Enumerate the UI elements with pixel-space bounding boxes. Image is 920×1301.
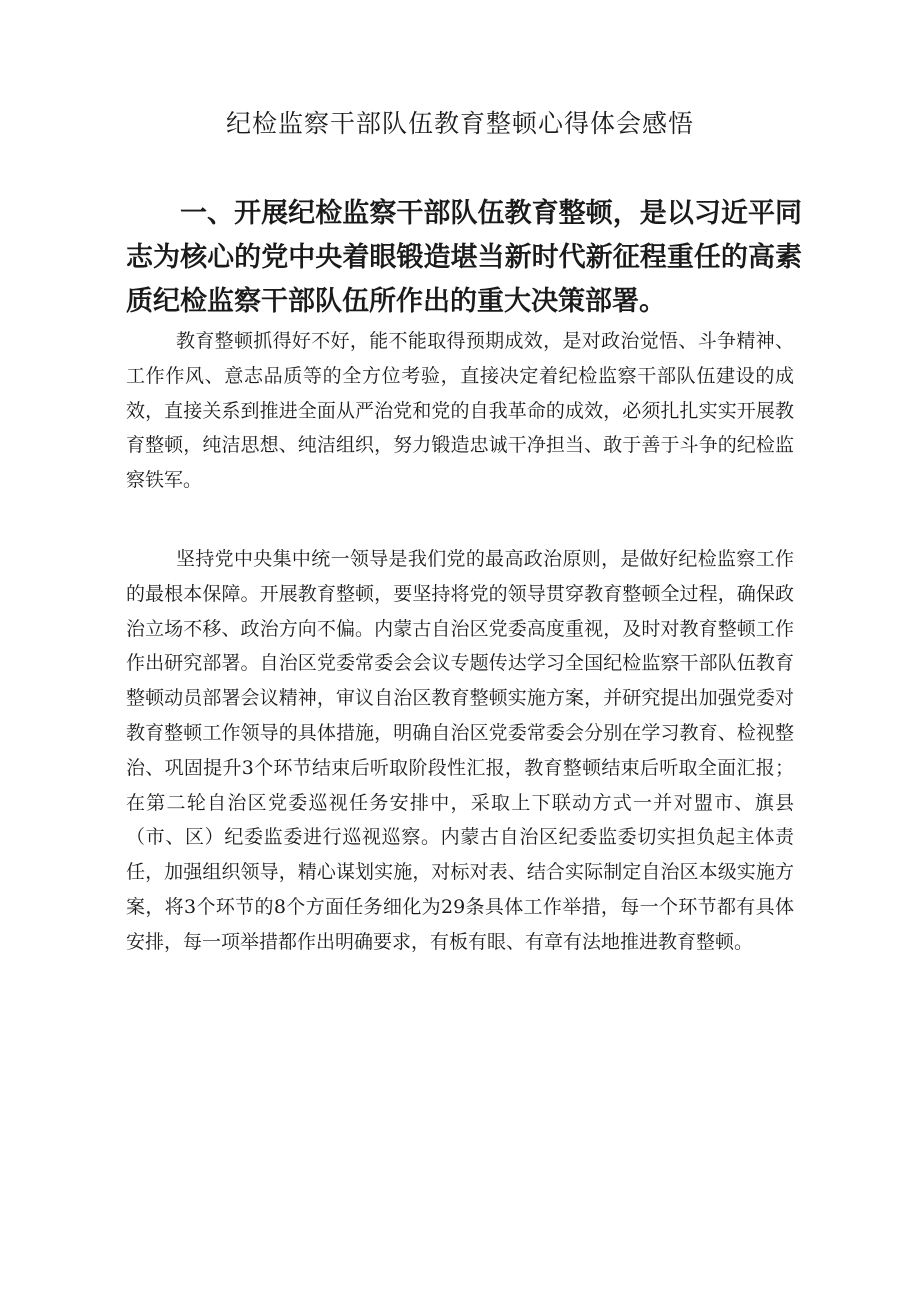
- document-title: 纪检监察干部队伍教育整顿心得体会感悟: [225, 109, 694, 138]
- body-paragraph-2: 坚持党中央集中统一领导是我们党的最高政治原则，是做好纪检监察工作的最根本保障。开展教育整顿，要坚持将党的领导贯穿教育整顿全过程，确保政治立场不移、政治方向不偏。内蒙古自治区党委高度重视，及时对教育整顿工作作出研究部署。自治区党委常委会会议专题传达学习全国纪检监察干部队伍教育整顿动员部署会议精神，审议自治区教育整顿实施方案，并研究提出加强党委对教育整顿工作领导的具体措施，明确自治区党委常委会分别在学习教育、检视整治、巩固提升3个环节结束后听取阶段性汇报，教育整顿结束后听取全面汇报；在第二轮自治区党委巡视任务安排中，采取上下联动方式一并对盟市、旗县（市、区）纪委监委进行巡视巡察。内蒙古自治区纪委监委切实担负起主体责任，加强组织领导，精心谋划实施，对标对表、结合实际制定自治区本级实施方案，将3个环节的8个方面任务细化为29条具体工作举措，每一个环节都有具体安排，每一项举措都作出明确要求，有板有眼、有章有法地推进教育整顿。: [126, 548, 794, 953]
- section-heading: 一、开展纪检监察干部队伍教育整顿，是以习近平同志为核心的党中央着眼锻造堪当新时代新征程重任的高素质纪检监察干部队伍所作出的重大决策部署。: [126, 198, 802, 317]
- body-paragraph-1: 教育整顿抓得好不好，能不能取得预期成效，是对政治觉悟、斗争精神、工作作风、意志品质等的全方位考验，直接决定着纪检监察干部队伍建设的成效，直接关系到推进全面从严治党和党的自我革命的成效，必须扎扎实实开展教育整顿，纯洁思想、纯洁组织，努力锻造忠诚干净担当、敢于善于斗争的纪检监察铁军。: [126, 330, 794, 492]
